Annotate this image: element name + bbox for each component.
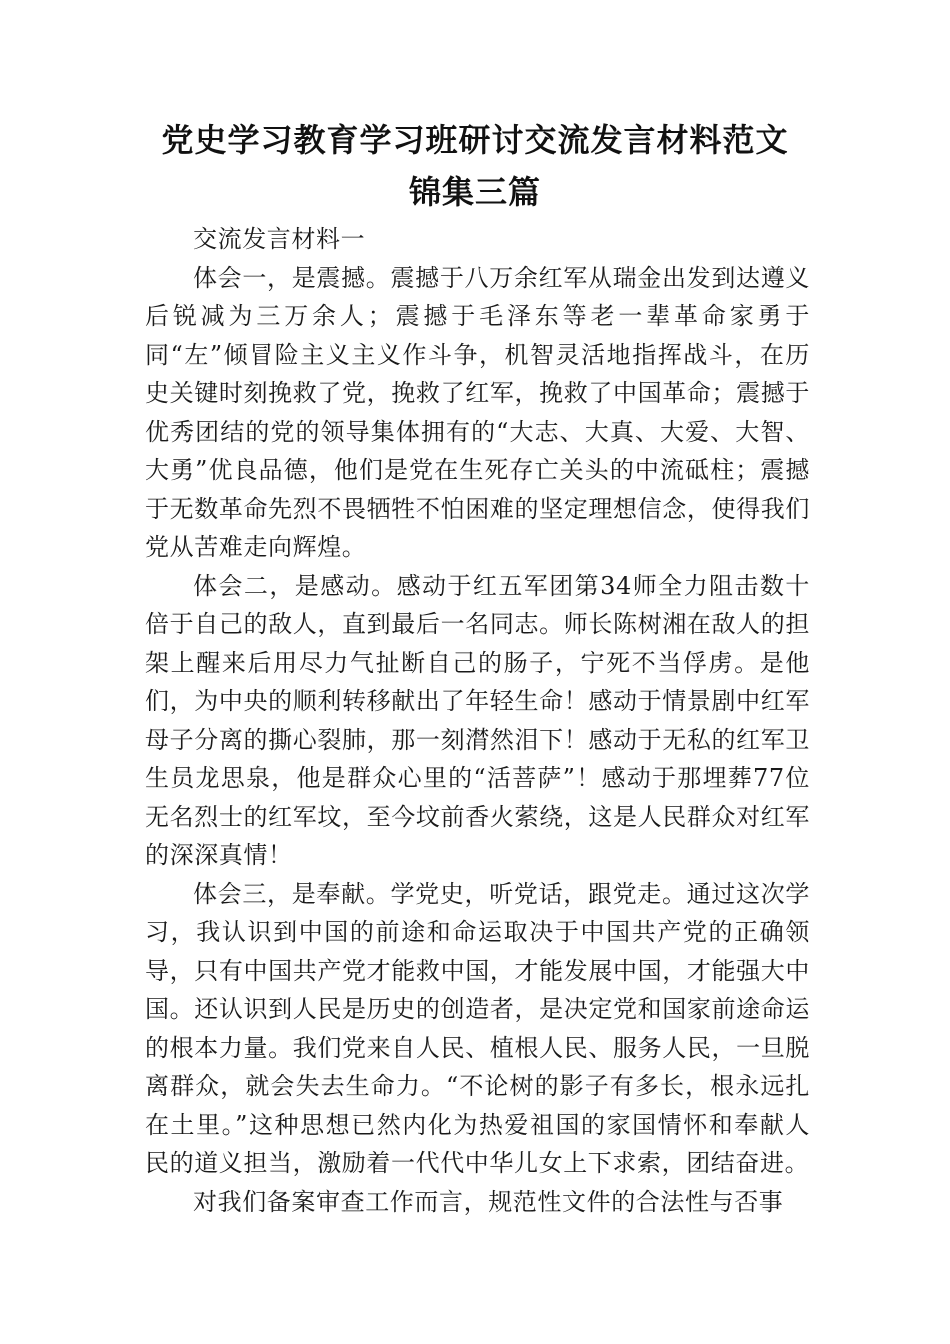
document-title-line-2: 锦集三篇 (408, 173, 541, 211)
section-heading: 交流发言材料一 (193, 225, 366, 253)
document-body (145, 220, 810, 1221)
document-title (120, 114, 830, 218)
paragraph: 对我们备案审查工作而言，规范性文件的合法性与否事 (193, 1187, 784, 1216)
paragraph: 体会二，是感动。感动于红五军团第34师全力阻击数十倍于自己的敌人，直到最后一名同志。师长陈树湘在敌人的担架上醒来后用尽力气扯断自己的肠子，宁死不当俘虏。是他们，为中央的顺利转移献出了年轻生命！感动于情景剧中红军母子分离的撕心裂肺，那一刻潸然泪下！感动于无私的红军卫生员龙思泉，他是群众心里的“活菩萨”！感动于那埋葬77位无名烈士的红军坟，至今坟前香火萦绕，这是人民群众对红军的深深真情！ (145, 571, 810, 869)
paragraph: 体会一，是震撼。震撼于八万余红军从瑞金出发到达遵义后锐减为三万余人；震撼于毛泽东等老一辈革命家勇于同“左”倾冒险主义主义作斗争，机智灵活地指挥战斗，在历史关键时刻挽救了党，挽救了红军，挽救了中国革命；震撼于优秀团结的党的领导集体拥有的“大志、大真、大爱、大智、大勇”优良品德，他们是党在生死存亡关头的中流砥柱；震撼于无数革命先烈不畏牺牲不怕困难的坚定理想信念，使得我们党从苦难走向辉煌。 (145, 263, 810, 561)
paragraph: 体会三，是奉献。学党史，听党话，跟党走。通过这次学习，我认识到中国的前途和命运取决于中国共产党的正确领导，只有中国共产党才能救中国，才能发展中国，才能强大中国。还认识到人民是历史的创造者，是决定党和国家前途命运的根本力量。我们党来自人民、植根人民、服务人民，一旦脱离群众，就会失去生命力。“不论树的影子有多长，根永远扎在土里。”这种思想已然内化为热爱祖国的家国情怀和奉献人民的道义担当，激励着一代代中华儿女上下求索，团结奋进。 (145, 879, 810, 1177)
document-title-line-1: 党史学习教育学习班研讨交流发言材料范文 (161, 121, 789, 159)
